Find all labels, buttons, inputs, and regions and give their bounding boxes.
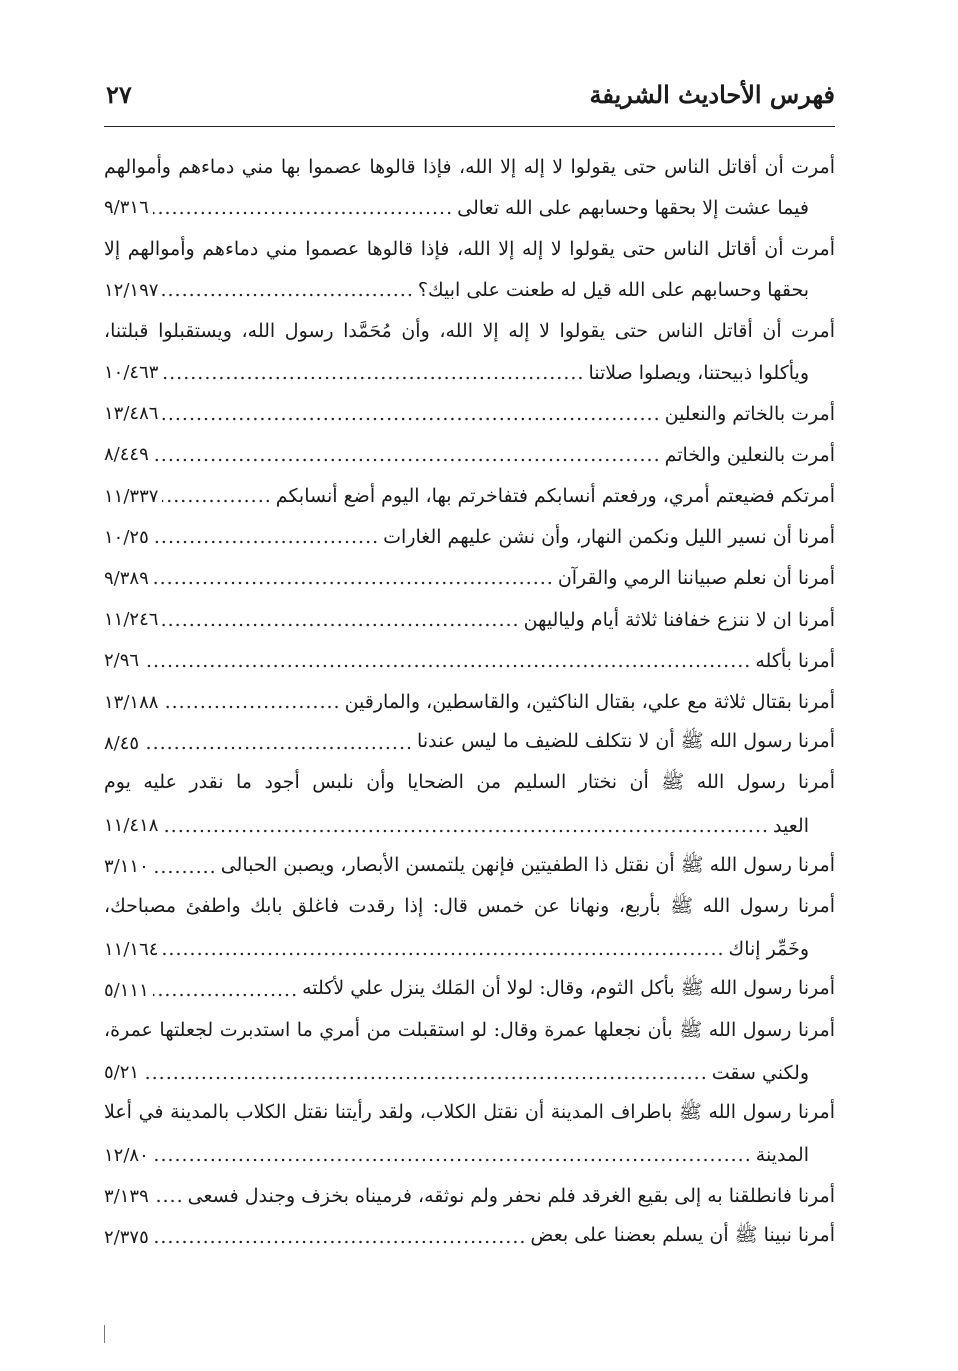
hadith-text: المدينة <box>755 1144 809 1167</box>
hadith-text: ويأكلوا ذبيحتنا، ويصلوا صلاتنا <box>588 361 809 384</box>
hadith-text: أمرنا أن نعلم صبياننا الرمي والقرآن <box>557 567 835 590</box>
dot-leader <box>153 526 379 548</box>
hadith-text: أمرنا أن نسير الليل ونكمن النهار، وأن نشن عليهم الغارات <box>383 526 835 549</box>
hadith-text: وخَمِّر إناك <box>728 938 809 961</box>
entry-continuation-line <box>104 929 835 970</box>
entry-first-line <box>104 846 835 887</box>
volume-page-reference: ٨/٤٥ <box>104 732 140 754</box>
entry-continuation-line <box>104 270 835 311</box>
volume-page-reference: ١٠/٢٥ <box>104 526 149 548</box>
index-entry <box>104 517 835 558</box>
dot-leader <box>162 403 660 425</box>
volume-page-reference: ١٣/٤٨٦ <box>104 403 159 425</box>
hadith-text: أمرنا رسول الله ﷺ بأكل الثوم، وقال: لولا أن المَلك ينزل علي لأكلته <box>302 977 835 1000</box>
entry-continuation-line <box>104 805 835 846</box>
dot-leader <box>153 979 298 1001</box>
entry-first-line <box>104 1176 835 1217</box>
hadith-text: أمرنا رسول الله ﷺ أن نقتل ذا الطفيتين فإنهن يلتمسن الأبصار، ويصبن الحبالى <box>220 853 835 876</box>
entry-continuation-line <box>104 1135 835 1176</box>
index-entry <box>104 1176 835 1217</box>
hadith-text: العيد <box>773 814 809 837</box>
hadith-text: أمرنا رسول الله ﷺ أن نختار السليم من الضحايا وأن نلبس أجود ما نقدر عليه يوم <box>104 771 835 794</box>
hadith-index-list <box>104 146 835 1258</box>
index-entry <box>104 681 835 722</box>
index-entry <box>104 476 835 517</box>
page-header <box>104 74 835 127</box>
entry-first-line <box>104 517 835 558</box>
volume-page-reference: ١١/٢٤٦ <box>104 609 159 631</box>
entry-first-line <box>104 558 835 599</box>
index-entry <box>104 311 835 393</box>
index-entry <box>104 434 835 475</box>
entry-first-line <box>104 311 835 352</box>
volume-page-reference: ٩/٣٨٩ <box>104 567 149 589</box>
entry-first-line <box>104 887 835 928</box>
hadith-text: أمرنا نبينا ﷺ أن يسلم بعضنا على بعض <box>530 1224 835 1247</box>
volume-page-reference: ١٣/١٨٨ <box>104 691 159 713</box>
index-entry <box>104 146 835 228</box>
entry-first-line <box>104 146 835 187</box>
entry-continuation-line <box>104 187 835 228</box>
entry-first-line <box>104 764 835 805</box>
volume-page-reference: ١٠/٤٦٣ <box>104 362 159 384</box>
volume-page-reference: ٥/١١١ <box>104 979 149 1001</box>
hadith-text: أمرت بالخاتم والنعلين <box>664 402 835 425</box>
dot-leader <box>153 1144 752 1166</box>
entry-first-line <box>104 640 835 681</box>
hadith-text: أمرنا ان لا ننزع خفافنا ثلاثة أيام ولياليهن <box>523 608 835 631</box>
index-entry <box>104 970 835 1011</box>
hadith-text: أمرنا فانطلقنا به إلى بقيع الغرقد فلم نحفر ولم نوثقه، فرميناه بخزف وجندل فسعى <box>187 1185 835 1208</box>
volume-page-reference: ٥/٢١ <box>104 1062 140 1084</box>
page-number: ٢٧ <box>106 80 132 109</box>
hadith-text: أمرنا رسول الله ﷺ أن لا نتكلف للضيف ما ليس عندنا <box>417 730 835 753</box>
index-entry <box>104 1093 835 1175</box>
hadith-text: أمرت أن أقاتل الناس حتى يقولوا لا إله إلا الله، وأن مُحَمَّدا رسول الله، ويستقبلوا قبلتنا، <box>104 320 835 343</box>
volume-page-reference: ٣/١٣٩ <box>104 1185 149 1207</box>
dot-leader <box>143 732 413 754</box>
entry-first-line <box>104 681 835 722</box>
index-entry <box>104 599 835 640</box>
index-entry <box>104 887 835 969</box>
dot-leader <box>162 815 769 837</box>
volume-page-reference: ١١/٣٣٧ <box>104 485 159 507</box>
hadith-text: أمرنا رسول الله ﷺ بأن نجعلها عمرة وقال: لو استقبلت من أمري ما استدبرت لجعلتها عمرة، <box>104 1018 835 1041</box>
index-entry <box>104 640 835 681</box>
margin-mark <box>104 1325 111 1343</box>
entry-first-line <box>104 1217 835 1258</box>
hadith-text: أمرت أن أقاتل الناس حتى يقولوا لا إله إلا الله، فإذا قالوها عصموا بها مني دماءهم وأموالهم <box>104 155 835 178</box>
volume-page-reference: ٢/٣٧٥ <box>104 1226 149 1248</box>
volume-page-reference: ٩/٣١٦ <box>104 197 149 219</box>
hadith-text: أمرتكم فضيعتم أمري، ورفعتم أنسابكم فتفاخرتم بها، اليوم أضع أنسابكم <box>275 485 835 508</box>
dot-leader <box>153 856 217 878</box>
index-entry <box>104 393 835 434</box>
hadith-text: أمرنا بقتال ثلاثة مع علي، بقتال الناكثين، والقاسطين، والمارقين <box>344 691 835 714</box>
dot-leader <box>162 609 519 631</box>
entry-first-line <box>104 599 835 640</box>
dot-leader <box>162 691 340 713</box>
volume-page-reference: ١٢/٨٠ <box>104 1144 149 1166</box>
index-entry <box>104 558 835 599</box>
index-entry <box>104 1217 835 1258</box>
hadith-text: أمرنا بأكله <box>755 649 835 672</box>
dot-leader <box>143 1062 708 1084</box>
entry-first-line <box>104 434 835 475</box>
entry-first-line <box>104 970 835 1011</box>
dot-leader <box>153 567 554 589</box>
volume-page-reference: ٣/١١٠ <box>104 856 149 878</box>
volume-page-reference: ٢/٩٦ <box>104 650 140 672</box>
page-title: فهرس الأحاديث الشريفة <box>589 80 835 109</box>
dot-leader <box>143 650 751 672</box>
dot-leader <box>153 444 661 466</box>
dot-leader <box>153 1185 184 1207</box>
index-entry <box>104 846 835 887</box>
entry-first-line <box>104 1011 835 1052</box>
dot-leader <box>162 279 413 301</box>
dot-leader <box>153 197 453 219</box>
hadith-text: فيما عشت إلا بحقها وحسابهم على الله تعالى <box>457 196 809 219</box>
dot-leader <box>162 938 724 960</box>
index-entry <box>104 1011 835 1093</box>
entry-first-line <box>104 1093 835 1134</box>
hadith-text: أمرنا رسول الله ﷺ بأربع، ونهانا عن خمس قال: إذا رقدت فاغلق بابك واطفئ مصباحك، <box>104 894 835 917</box>
hadith-text: أمرت بالنعلين والخاتم <box>664 443 835 466</box>
volume-page-reference: ٨/٤٤٩ <box>104 444 149 466</box>
hadith-text: أمرت أن أقاتل الناس حتى يقولوا لا إله إلا الله، فإذا قالوها عصموا مني دماءهم وأموالهم إلا <box>104 237 835 260</box>
entry-first-line <box>104 393 835 434</box>
volume-page-reference: ١١/١٦٤ <box>104 938 159 960</box>
entry-first-line <box>104 228 835 269</box>
volume-page-reference: ١١/٤١٨ <box>104 815 159 837</box>
entry-continuation-line <box>104 1052 835 1093</box>
entry-first-line <box>104 476 835 517</box>
dot-leader <box>162 485 271 507</box>
dot-leader <box>153 1226 527 1248</box>
hadith-text: أمرنا رسول الله ﷺ باطراف المدينة أن نقتل الكلاب، ولقد رأيتنا نقتل الكلاب بالمدينة في أعلا <box>104 1100 835 1123</box>
index-entry <box>104 723 835 764</box>
index-entry <box>104 764 835 846</box>
hadith-text: ولكني سقت <box>711 1061 809 1084</box>
entry-first-line <box>104 723 835 764</box>
dot-leader <box>162 362 584 384</box>
entry-continuation-line <box>104 352 835 393</box>
volume-page-reference: ١٢/١٩٧ <box>104 279 159 301</box>
index-entry <box>104 228 835 310</box>
hadith-text: بحقها وحسابهم على الله قيل له طعنت على ابيك؟ <box>417 279 809 302</box>
